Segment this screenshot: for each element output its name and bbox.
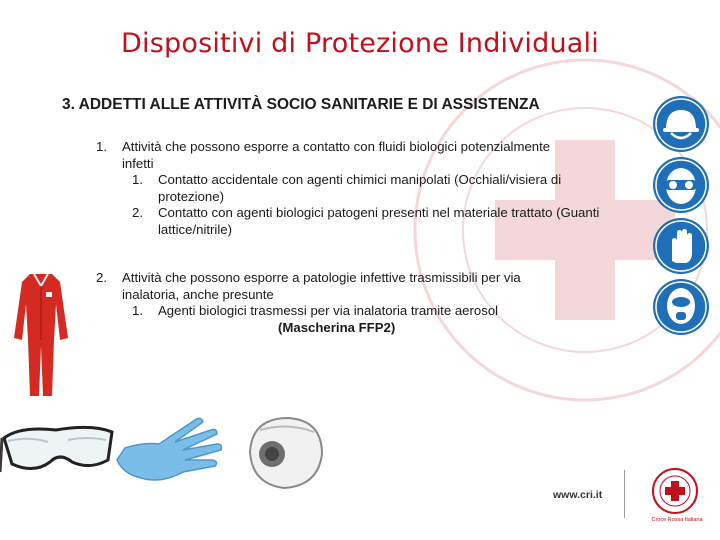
safety-glasses-illustration — [0, 408, 115, 486]
list-item-2 — [96, 270, 636, 336]
red-suit-illustration — [10, 268, 72, 400]
subitem-number: 1. — [132, 303, 143, 318]
subitem-text-line: lattice/nitrile) — [158, 221, 233, 237]
footer-divider — [624, 470, 625, 518]
croce-rossa-logo — [645, 466, 705, 516]
head-protection-icon — [652, 95, 710, 153]
respiratory-protection-icon — [652, 278, 710, 336]
subitem-number: 2. — [132, 205, 143, 220]
subitem-text-line: Contatto con agenti biologici patogeni presenti nel materiale trattato (Guanti — [158, 205, 600, 220]
ffp2-mask-illustration — [238, 412, 332, 492]
section-heading: 3. ADDETTI ALLE ATTIVITÀ SOCIO SANITARIE E DI ASSISTENZA — [62, 96, 540, 113]
nitrile-glove-illustration — [113, 408, 235, 492]
subitem-number: 1. — [132, 172, 143, 187]
item-text-line: inalatoria, anche presunte — [122, 286, 274, 302]
hand-protection-icon — [652, 217, 710, 275]
item-text-line: Attività che possono esporre a patologie infettive trasmissibili per via — [122, 270, 521, 285]
subitem-text-line: Agenti biologici trasmessi per via inalatoria tramite aerosol — [158, 303, 499, 318]
website-link[interactable]: www.cri.it — [553, 489, 603, 501]
item-text-line: Attività che possono esporre a contatto con fluidi biologici potenzialmente — [122, 139, 551, 154]
item-number: 2. — [96, 270, 107, 285]
list-item-1 — [96, 139, 636, 238]
logo-caption: Croce Rossa Italiana — [651, 517, 703, 523]
ppe-note: (Mascherina FFP2) — [278, 319, 396, 335]
subitem-text-line: protezione) — [158, 188, 224, 204]
subitem-text-line: Contatto accidentale con agenti chimici manipolati (Occhiali/visiera di — [158, 172, 562, 187]
item-number: 1. — [96, 139, 107, 154]
eye-protection-icon — [652, 156, 710, 214]
item-text-line: infetti — [122, 155, 154, 171]
slide-title: Dispositivi di Protezione Individuali — [121, 28, 599, 59]
